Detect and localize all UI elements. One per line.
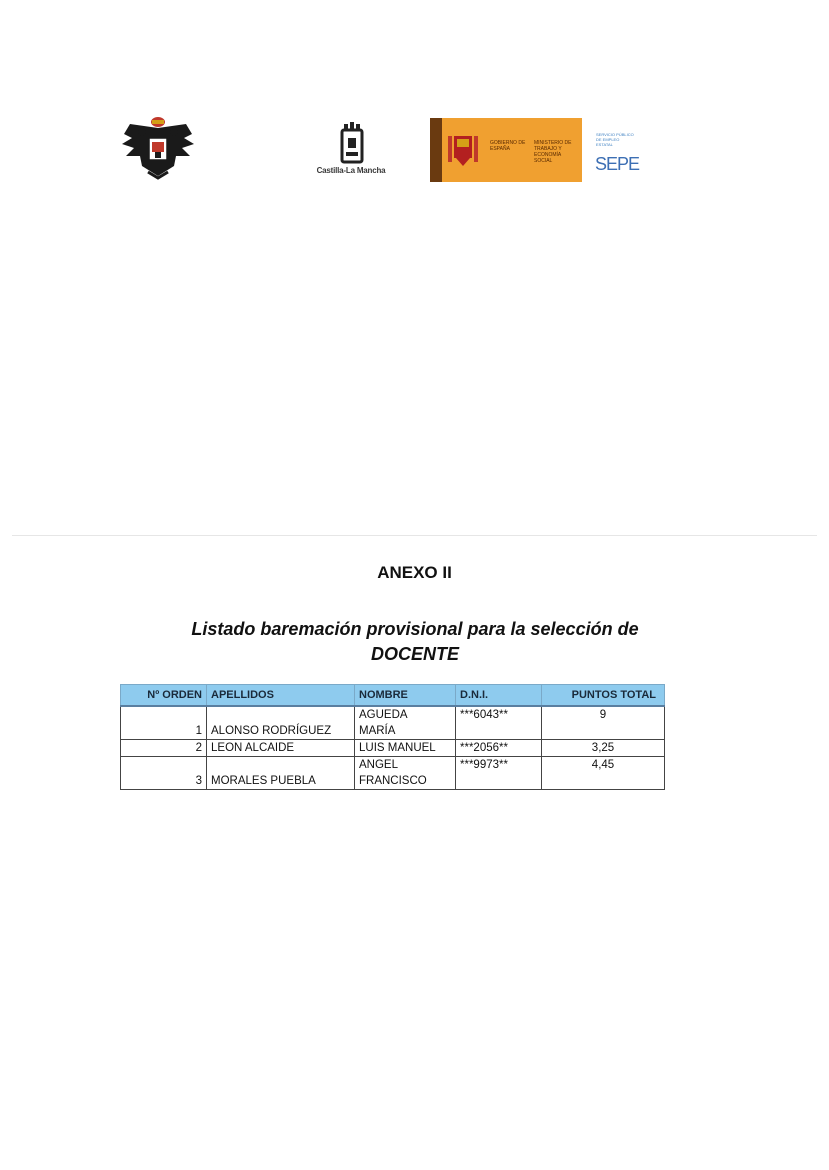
- cell-dni: ***2056**: [456, 740, 542, 757]
- cell-puntos: 3,25: [542, 740, 665, 757]
- nombre-line-1: ANGEL: [359, 759, 398, 771]
- header-nombre: NOMBRE: [355, 685, 456, 707]
- scoring-table: [120, 684, 665, 790]
- castle-icon: [306, 122, 396, 166]
- cell-orden: 3: [121, 757, 207, 790]
- cell-orden: 1: [121, 706, 207, 740]
- sepe-wordmark: SEPE: [595, 154, 640, 174]
- annex-title: ANEXO II: [377, 563, 452, 582]
- page-divider: [12, 535, 817, 536]
- cell-puntos: 9: [542, 706, 665, 740]
- cell-orden: 2: [121, 740, 207, 757]
- cell-nombre: [355, 757, 456, 790]
- header-dni: D.N.I.: [456, 685, 542, 707]
- cell-puntos: 4,45: [542, 757, 665, 790]
- header-apellidos: APELLIDOS: [207, 685, 355, 707]
- toledo-coat-of-arms-logo: [118, 112, 198, 182]
- nombre-line-2: MARÍA: [359, 725, 396, 737]
- gobierno-banner: [430, 118, 582, 182]
- header-puntos: PUNTOS TOTAL: [542, 685, 665, 707]
- clm-label: Castilla-La Mancha: [316, 166, 386, 175]
- nombre-line-2: FRANCISCO: [359, 775, 427, 787]
- cell-apellidos: MORALES PUEBLA: [207, 757, 355, 790]
- banner-left-stripe: [430, 118, 442, 182]
- cell-apellidos: LEON ALCAIDE: [207, 740, 355, 757]
- castilla-la-mancha-logo: [306, 122, 396, 182]
- gobierno-sepe-logo: [430, 118, 640, 182]
- table-row: [121, 740, 665, 757]
- gobierno-text: GOBIERNO DE ESPAÑA: [490, 140, 526, 152]
- cell-nombre: LUIS MANUEL: [355, 740, 456, 757]
- table-row: [121, 757, 665, 790]
- sepe-small-text: SERVICIO PÚBLICO DE EMPLEO ESTATAL: [596, 132, 634, 147]
- ministry-text: MINISTERIO DE TRABAJO Y ECONOMÍA SOCIAL: [534, 140, 572, 164]
- cell-dni: ***6043**: [456, 706, 542, 740]
- cell-dni: ***9973**: [456, 757, 542, 790]
- cell-nombre: [355, 706, 456, 740]
- table-header-row: [121, 685, 665, 707]
- header-orden: Nº ORDEN: [121, 685, 207, 707]
- spain-shield-icon: [446, 130, 480, 170]
- table-row: [121, 706, 665, 740]
- list-title: Listado baremación provisional para la selección de DOCENTE: [191, 619, 639, 664]
- nombre-line-1: AGUEDA: [359, 709, 408, 721]
- cell-apellidos: ALONSO RODRÍGUEZ: [207, 706, 355, 740]
